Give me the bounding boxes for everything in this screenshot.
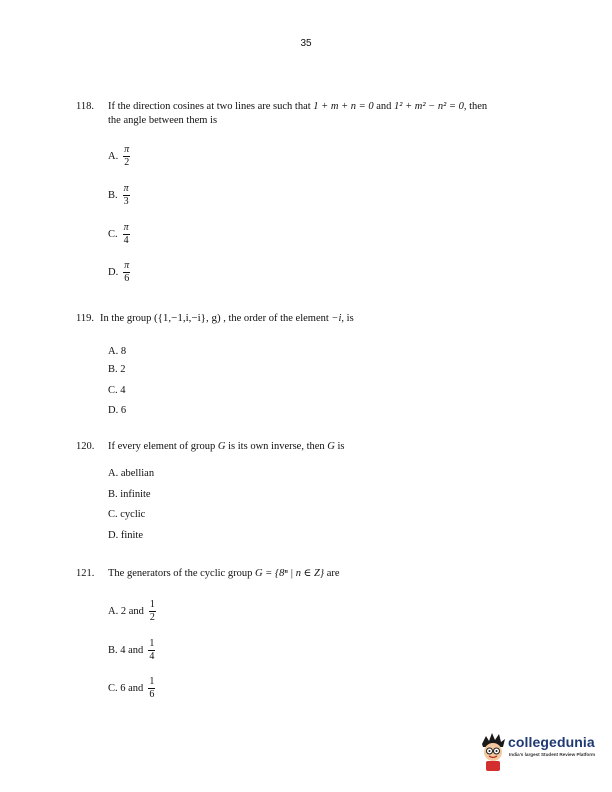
fraction: $\frac{1}{2}$ [149,599,155,623]
option-c[interactable] [108,385,126,396]
option-label: C. [108,509,118,520]
option-label: D. [108,405,119,416]
question-text: is [334,441,345,452]
option-a[interactable] [108,600,156,623]
option-label: C. [108,229,118,240]
option-label: C. [108,683,118,694]
question-121 [76,567,556,581]
option-b[interactable] [108,364,126,375]
question-text: , then [463,101,488,112]
mascot-icon [478,730,508,774]
page-number: 35 [300,38,312,49]
fraction: $\frac{\pi}{6}$ [124,260,130,284]
option-d[interactable] [108,261,130,284]
option-value: abellian [120,468,155,479]
question-number: 119. [76,313,94,324]
logo-tagline: India's largest Student Review Platform [509,752,596,757]
option-c[interactable] [108,509,145,520]
option-b[interactable] [108,184,130,207]
question-text: If every element of group [108,441,218,452]
logo-name: collegedunia [508,734,595,750]
option-b[interactable] [108,489,151,500]
option-label: B. [108,489,118,500]
option-value: 4 and [120,645,144,656]
option-d[interactable] [108,530,143,541]
question-118 [76,100,556,128]
option-value: infinite [120,489,151,500]
question-text: is its own inverse, then [225,441,328,452]
option-label: A. [108,151,119,162]
option-label: D. [108,267,119,278]
option-value: 6 [120,405,127,416]
group-expression: ({1,−1,i,−i}, g) [153,312,221,324]
question-text: are [324,568,340,579]
question-number: 121. [76,568,95,579]
option-label: A. [108,606,119,617]
fraction: $\frac{\pi}{2}$ [124,144,130,168]
question-119 [76,311,556,326]
option-a[interactable] [108,145,130,168]
option-value: 6 and [120,683,144,694]
option-a[interactable] [108,346,126,357]
variable: G [217,441,226,452]
option-value: 8 [120,346,127,357]
question-text: , is [341,313,354,324]
option-value: 4 [120,385,126,396]
option-label: C. [108,385,118,396]
option-value: finite [120,530,144,541]
fraction: $\frac{1}{6}$ [149,676,155,700]
option-c[interactable] [108,223,130,246]
equation: 1 + m + n = 0 [313,101,374,112]
option-d[interactable] [108,405,126,416]
option-label: B. [108,364,118,375]
option-label: B. [108,190,118,201]
question-text: In the group [100,313,154,324]
question-number: 118. [76,101,94,112]
option-label: B. [108,645,118,656]
question-120 [76,440,556,454]
option-label: A. [108,346,119,357]
fraction: $\frac{\pi}{4}$ [123,222,129,246]
question-number: 120. [76,441,95,452]
question-text-line2: the angle between them is [108,115,218,126]
option-label: A. [108,468,119,479]
question-text: , the order of the element [220,313,332,324]
option-a[interactable] [108,468,154,479]
question-text: If the direction cosines at two lines are such that [108,101,314,112]
equation: 1² + m² − n² = 0 [394,101,464,112]
option-value: 2 [120,364,126,375]
collegedunia-logo[interactable] [478,730,604,776]
option-value: cyclic [120,509,146,520]
option-b[interactable] [108,639,155,662]
element: −i [331,313,342,324]
fraction: $\frac{\pi}{3}$ [123,183,129,207]
set-expression: G = {8ⁿ | n ∈ Z} [254,568,325,579]
question-text: The generators of the cyclic group [108,568,255,579]
fraction: $\frac{1}{4}$ [149,638,155,662]
option-c[interactable] [108,677,155,700]
question-text: and [373,101,395,112]
option-label: D. [108,530,119,541]
option-value: 2 and [120,606,144,617]
variable: G [327,441,335,452]
